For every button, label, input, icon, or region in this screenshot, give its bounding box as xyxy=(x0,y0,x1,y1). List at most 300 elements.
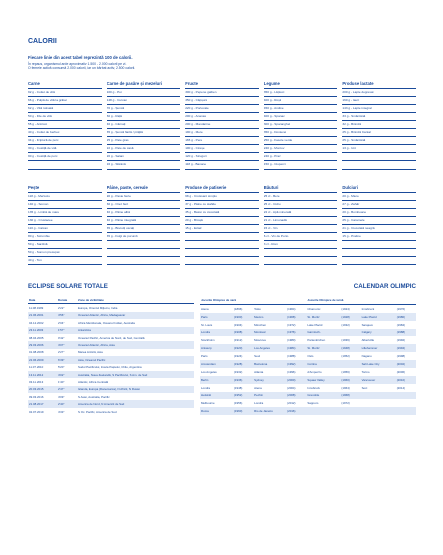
table-cell: Londra xyxy=(201,385,211,390)
table-cell xyxy=(185,249,259,257)
table-row xyxy=(28,386,194,393)
calorii-note-1: În repaus, organismul arde aproximativ 1.500 - 2.000 calorii pe zi. xyxy=(28,62,127,66)
table-cell: 300 g - Pepene galben xyxy=(185,89,259,97)
table-cell xyxy=(361,399,396,407)
table-row xyxy=(200,384,416,392)
table-cell: (1980) xyxy=(287,338,296,343)
table-cell: Soci xyxy=(361,385,368,390)
table-row xyxy=(200,352,416,360)
calorii-table-1 xyxy=(28,81,416,170)
table-cell: Innsbruck xyxy=(361,306,375,311)
table-cell: Atlantic, Africa Centrală xyxy=(78,379,109,384)
table-row xyxy=(28,312,194,319)
table-cell: (2010) xyxy=(396,376,416,384)
eclipse-title: ECLIPSE SOLARE TOTALE xyxy=(28,283,108,291)
table-cell: Europa, Orientul Mijlociu, India xyxy=(78,306,118,311)
table-cell: 4'09" xyxy=(58,394,65,399)
table-cell: 150 g - Ciuperci xyxy=(264,161,338,169)
table-cell: Londra xyxy=(254,401,264,406)
summer-header: Jocurile Olimpice de vară xyxy=(200,296,306,304)
table-cell: 240 g - Morcov xyxy=(264,145,338,153)
table-cell: (1948) xyxy=(233,385,243,390)
table-cell: Australia, Noua Zeelandă, S Pacificului, S Am. de Sud xyxy=(77,371,194,378)
table-cell: America de Nord, N Americii de Sud xyxy=(77,400,194,407)
table-cell: 250 g - Fasole verde xyxy=(264,137,338,145)
table-cell: Tokio xyxy=(254,306,261,311)
table-cell: 25 g - Smântână xyxy=(342,137,416,145)
table-cell: Berlin xyxy=(200,376,233,384)
table-cell: (1984) xyxy=(286,344,306,352)
table-cell: 27 g - Zahăr xyxy=(342,201,416,209)
table-cell: Melbourne xyxy=(201,401,215,406)
table-cell: 92 g - Cotlet de vită xyxy=(28,89,102,97)
table-cell xyxy=(396,407,416,415)
table-cell: (1952) xyxy=(341,354,350,359)
table-cell: Mexico xyxy=(253,313,286,321)
table-row xyxy=(200,329,416,337)
table-cell: 21.06.2001 xyxy=(28,312,57,319)
table-row xyxy=(200,360,416,368)
table-cell: 25 cl - Bere xyxy=(264,193,338,201)
table-cell: 90 g - Costiță de porc xyxy=(28,153,102,161)
table-cell: 200 g - Lapte degresat xyxy=(342,89,416,97)
table-cell: (1932) xyxy=(233,369,243,374)
table-cell: 09.03.2016 xyxy=(29,394,44,399)
table-cell: 2'04" xyxy=(58,320,65,325)
table-cell: (1928) xyxy=(340,313,360,321)
table-cell: (1994) xyxy=(396,344,416,352)
table-cell: Sudul Pacificului, Insula Paștelui, Chile, Argentina xyxy=(78,365,142,370)
table-cell: 1'40" xyxy=(58,379,65,384)
column-header: Pește xyxy=(28,185,102,193)
table-cell: (1960) xyxy=(340,376,360,384)
table-cell: 165 g - Pere xyxy=(185,137,259,145)
table-cell: 13 g - Unt xyxy=(342,145,416,153)
table-cell: Oceanul Atlantic, Africa, Asia xyxy=(77,341,194,348)
table-cell: 37 g - Pâine cu stafide xyxy=(185,201,259,209)
table-cell: (1980) xyxy=(396,313,416,321)
column-header: Produse de patiserie xyxy=(185,185,259,193)
table-cell: 40 g - Cotlet de berbec xyxy=(28,129,102,137)
table-row xyxy=(28,364,194,371)
olimpic-table xyxy=(200,296,416,415)
table-row xyxy=(28,334,194,341)
table-cell: 80 g - Scrumbie xyxy=(28,233,102,241)
table-cell: 1'57" xyxy=(57,327,77,334)
table-cell: 02.07.2019 xyxy=(29,409,44,414)
table-cell: (1960) xyxy=(233,407,253,415)
table-cell xyxy=(185,233,259,241)
table-cell: 30 g - Costiță de vită xyxy=(28,145,102,153)
table-cell: Innsbruck xyxy=(307,385,320,390)
table-row xyxy=(200,344,416,352)
table-cell: 2'27" xyxy=(58,350,65,355)
table-cell: 40 g - Ton xyxy=(28,257,102,265)
table-cell xyxy=(185,257,259,265)
table-cell: (1972) xyxy=(287,322,296,327)
calorii-title: CALORII xyxy=(28,38,57,45)
table-cell: 21 g - Ciocolată neagră xyxy=(342,225,416,233)
table-cell: (1900) xyxy=(233,313,253,321)
table-cell: 70 g - Șuncă xyxy=(107,105,181,113)
table-cell: Lake Placid xyxy=(307,322,323,327)
table-cell xyxy=(107,249,181,257)
table-cell xyxy=(342,161,416,169)
table-cell xyxy=(340,329,360,337)
table-cell: 25 cl - Cidru xyxy=(264,201,338,209)
table-cell: (1992) xyxy=(396,338,406,343)
table-cell: 450 g - Andive xyxy=(264,105,338,113)
table-row xyxy=(200,399,416,407)
table-cell: 6'39" xyxy=(57,356,77,363)
table-cell: Oslo xyxy=(307,354,314,359)
table-cell: Seul xyxy=(254,354,260,359)
table-cell: 34 g - Friptură de porc xyxy=(28,137,102,145)
calorii-note-2: O femeie activă consumă 2.000 calorii, iar un bărbat activ, 2.500 calorii. xyxy=(28,66,136,71)
table-cell: Roma xyxy=(200,407,233,415)
table-cell xyxy=(342,249,416,257)
table-cell: 4'56" xyxy=(57,312,77,319)
table-cell: 21.08.2017 xyxy=(28,400,57,407)
table-cell: 01.08.2008 xyxy=(29,350,44,355)
table-cell: 110 g - Calcan xyxy=(28,225,102,233)
table-cell xyxy=(340,360,360,368)
table-cell: 25 g - Caramele xyxy=(342,217,416,225)
table-cell: 11.08.1999 xyxy=(29,306,44,311)
table-cell: 40 g - Pâine albă xyxy=(107,209,181,217)
table-cell xyxy=(396,392,416,400)
table-cell: Londra xyxy=(200,329,233,337)
table-cell: 15 g - Eclair xyxy=(185,225,259,233)
table-cell: Sapporo xyxy=(307,401,319,406)
table-cell: (1912) xyxy=(233,338,243,343)
table-cell: 22 g - Pate de casă xyxy=(107,145,181,153)
table-row xyxy=(28,349,194,356)
table-cell: (1998) xyxy=(396,354,406,359)
table-cell: St. Moritz xyxy=(306,344,340,352)
table-cell xyxy=(107,257,181,265)
table-cell: St. Louis xyxy=(201,322,213,327)
table-cell: 135 g - Limbă de mare xyxy=(28,209,102,217)
table-cell: (1988) xyxy=(396,329,416,337)
table-cell: (1952) xyxy=(233,392,253,400)
table-cell: (1984) xyxy=(396,322,406,327)
table-cell: Oceanul Pacific, America de Nord, de Sud, Centrală xyxy=(78,335,145,340)
table-cell: 20 g - Salam xyxy=(107,153,181,161)
table-row xyxy=(200,407,416,415)
table-cell: München xyxy=(254,322,267,327)
table-cell: S Asiei, Australia, Pacific xyxy=(78,394,110,399)
table-cell: 400 g - Roșii xyxy=(264,97,338,105)
column-header: Fructe xyxy=(185,81,259,89)
table-cell: Calgary xyxy=(361,329,396,337)
table-cell: (1904) xyxy=(233,322,243,327)
table-cell: Salt Lake City xyxy=(361,360,396,368)
table-cell: (1996) xyxy=(287,369,296,374)
table-cell: 29.03.2006 xyxy=(28,341,57,348)
table-cell: Antwerp xyxy=(200,344,233,352)
table-cell: Sydney xyxy=(253,376,286,384)
table-cell: (1964) xyxy=(341,385,350,390)
table-row xyxy=(200,313,416,321)
table-cell: 13.11.2012 xyxy=(28,371,57,378)
table-cell: 100 g - Pui xyxy=(107,89,181,97)
table-cell: 03.11.2013 xyxy=(29,379,44,384)
table-cell: 350 g - Lăptuci xyxy=(264,89,338,97)
table-cell xyxy=(107,241,181,249)
table-cell: (1908) xyxy=(233,329,253,337)
table-cell: Atlanta xyxy=(254,369,264,374)
table-cell: 2'40" xyxy=(57,400,77,407)
table-cell: 190 g - Mere xyxy=(185,129,259,137)
table-cell: 62 g - Vită rotisată xyxy=(28,105,102,113)
eclipse-table xyxy=(28,296,194,415)
table-cell: 22 cl - Apă minerală xyxy=(264,209,338,217)
table-cell: (2004) xyxy=(287,385,296,390)
table-cell: (1928) xyxy=(233,360,253,368)
table-cell: 200 g - Ananas xyxy=(185,113,259,121)
table-row xyxy=(200,392,416,400)
table-cell: St. Moritz xyxy=(306,313,340,321)
table-row xyxy=(200,376,416,384)
table-row xyxy=(28,341,194,348)
table-cell: 2'47" xyxy=(57,386,77,393)
table-cell: 100 g - Cireșe xyxy=(185,145,259,153)
table-cell: (1956) xyxy=(233,401,243,406)
table-cell: (1964) xyxy=(287,306,296,311)
table-cell: 118 g - Banane xyxy=(185,161,259,169)
table-cell: 120 g - Struguri xyxy=(185,153,259,161)
table-cell: 220 g - Portocale xyxy=(185,105,259,113)
table-cell: Nagano xyxy=(361,354,372,359)
table-cell: Paris xyxy=(201,354,208,359)
column-header: Data xyxy=(28,296,57,304)
table-cell xyxy=(306,407,340,415)
table-cell: 20.03.2015 xyxy=(28,386,57,393)
table-cell: 40 g - Pâine integrală xyxy=(107,217,181,225)
olimpic-title: CALENDAR OLIMPIC xyxy=(353,283,416,291)
table-cell: 148 g - Curcan xyxy=(107,97,181,105)
table-cell: d'Ampezzo xyxy=(307,369,322,374)
table-cell: (1932) xyxy=(341,322,350,327)
bottom-tables xyxy=(28,296,416,415)
table-cell: 35 g - Biscuiți uscați xyxy=(107,225,181,233)
table-cell: (2002) xyxy=(396,360,416,368)
table-cell: (1976) xyxy=(396,306,406,311)
table-cell: 50 g - Somon presupat xyxy=(28,249,102,257)
table-cell: 50 g - Rață xyxy=(107,113,181,121)
table-cell: 200 g - Mandarine xyxy=(185,121,259,129)
table-cell: Amsterdam xyxy=(200,360,233,368)
table-row xyxy=(28,371,194,378)
table-cell: Cortina xyxy=(306,360,340,368)
table-cell: Squaw Valley xyxy=(306,376,340,384)
table-cell: 25 g - Brânză Cantal xyxy=(342,129,416,137)
table-cell: 90 g - Paste fierte xyxy=(107,193,181,201)
table-cell: Pechin xyxy=(253,392,286,400)
table-cell: Los Angeles xyxy=(253,344,286,352)
table-cell: 50 g - File de vită xyxy=(28,113,102,121)
table-cell: Albertville xyxy=(361,338,375,343)
table-cell: 15 g - Praline xyxy=(342,233,416,241)
table-cell: 68 g - Croissant simplu xyxy=(185,193,259,201)
table-cell xyxy=(340,407,360,415)
table-cell xyxy=(264,249,338,257)
table-cell xyxy=(342,153,416,161)
table-cell: 23.11.2003 xyxy=(28,327,57,334)
table-cell: 55 g - Antricot xyxy=(28,121,102,129)
table-cell: 300 g - Sparanghel xyxy=(264,121,338,129)
table-cell: 35 g - Fulgi de porumb xyxy=(107,233,181,241)
table-cell: 25 g - Pate gras xyxy=(107,137,181,145)
column-header: Carne xyxy=(28,81,102,89)
table-cell: Lillehammer xyxy=(361,344,396,352)
table-row xyxy=(200,321,416,329)
table-cell: 11.07.2010 xyxy=(29,365,44,370)
table-cell: 20 g - Bomboane xyxy=(342,209,416,217)
table-row xyxy=(28,319,194,326)
table-cell: Barcelona xyxy=(253,360,286,368)
table-cell: 04.12.2002 xyxy=(29,320,44,325)
column-header: Durata xyxy=(57,296,77,304)
table-cell: Asia, Oceanul Pacific xyxy=(77,356,194,363)
column-header: Dulciuri xyxy=(342,185,416,193)
table-cell: 143 g - Lapte integral xyxy=(342,105,416,113)
table-cell: 4'02" xyxy=(57,371,77,378)
table-cell: (1948) xyxy=(340,344,360,352)
table-cell: Islanda, Europa (Danemarca), N Africii, N Rusiei xyxy=(77,386,194,393)
table-cell: (1924) xyxy=(233,354,243,359)
table-cell: S Oc. Pacific, America de Sud xyxy=(78,409,117,414)
table-cell xyxy=(396,399,416,407)
page xyxy=(28,38,416,415)
table-cell: Atena xyxy=(201,306,209,311)
table-cell: 40 g - Cârnați xyxy=(107,121,181,129)
table-cell: 66 g - Pulpă de vită la grătar xyxy=(28,97,102,105)
table-cell: Moscova xyxy=(254,338,266,343)
table-cell: 5'20" xyxy=(58,365,65,370)
column-header: Legume xyxy=(264,81,338,89)
table-cell: Partenkirchen xyxy=(307,338,326,343)
table-cell xyxy=(185,241,259,249)
table-cell: (1920) xyxy=(233,344,253,352)
table-cell: 35 g - Baton cu ciocolată xyxy=(185,209,259,217)
table-cell: (1976) xyxy=(286,329,306,337)
table-cell: 6 cl - Vin de Porto xyxy=(264,233,338,241)
table-cell: Antarctica xyxy=(77,327,194,334)
table-cell: (2016) xyxy=(286,407,306,415)
table-cell: (2008) xyxy=(286,392,306,400)
column-header: Produse lactate xyxy=(342,81,416,89)
table-cell: (1968) xyxy=(286,313,306,321)
table-cell: 240 g - Praz xyxy=(264,153,338,161)
table-cell: 20 g - Miere xyxy=(342,193,416,201)
winter-header: Jocurile Olimpice de iarnă xyxy=(306,296,416,304)
table-cell: Garmisch- xyxy=(306,329,340,337)
table-cell: 32 g - Brânză xyxy=(342,121,416,129)
table-cell: (1988) xyxy=(287,354,296,359)
table-row xyxy=(28,327,194,334)
table-cell: 4'33" xyxy=(58,409,65,414)
table-cell: Africa Meridionala, Oceanul Indian, Australia xyxy=(78,320,135,325)
table-row xyxy=(28,408,194,415)
table-cell: (1936) xyxy=(233,376,253,384)
table-cell xyxy=(28,161,102,169)
table-row xyxy=(200,336,416,344)
table-cell: Montreal xyxy=(253,329,286,337)
table-cell: Los Angeles xyxy=(201,369,217,374)
table-cell: Chamonix xyxy=(307,306,321,311)
table-row xyxy=(200,368,416,376)
table-cell: (1956) xyxy=(341,369,350,374)
table-cell: (1968) xyxy=(340,392,360,400)
table-cell: Helsinki xyxy=(200,392,233,400)
table-cell: 350 g - Căpșuni xyxy=(185,97,259,105)
table-cell: Sarajevo xyxy=(361,322,374,327)
table-cell: (1896) xyxy=(233,306,243,311)
table-cell xyxy=(361,407,396,415)
table-row xyxy=(28,356,194,363)
column-header: Pâine, paste, cereale xyxy=(107,185,181,193)
table-cell: 400 g - Spanac xyxy=(264,113,338,121)
table-row xyxy=(28,400,194,407)
table-cell xyxy=(361,392,396,400)
table-cell: (1972) xyxy=(341,401,350,406)
table-cell: (1992) xyxy=(286,360,306,368)
table-cell: Stockholm xyxy=(201,338,215,343)
table-cell xyxy=(342,241,416,249)
table-cell: 3 cl - Rom xyxy=(264,241,338,249)
table-cell xyxy=(342,257,416,265)
table-cell: Paris xyxy=(200,313,233,321)
table-cell: Grenoble xyxy=(306,392,340,400)
table-cell: Vancouver xyxy=(361,376,396,384)
table-row xyxy=(28,393,194,400)
table-cell: 0'42" xyxy=(58,335,65,340)
table-cell: (2006) xyxy=(396,369,406,374)
table-cell: 130 g - Crustacee xyxy=(28,217,102,225)
table-cell: 118 g - Merluciu xyxy=(28,193,102,201)
table-row xyxy=(28,378,194,385)
table-cell: 08.04.2005 xyxy=(29,335,44,340)
table-cell xyxy=(264,257,338,265)
table-cell: Oceanul Atlantic, Africa, Madagascar xyxy=(77,312,194,319)
table-cell: Lake Placid xyxy=(361,313,396,321)
table-cell: (1936) xyxy=(341,338,350,343)
table-cell: 60 g - Orez fiert xyxy=(107,201,181,209)
table-cell: (1924) xyxy=(341,306,350,311)
table-cell: 160 g - Iaurt xyxy=(342,97,416,105)
calorii-subtitle: Fiecare linie din acest tabel reprezintă 100 de calorii. xyxy=(28,55,133,60)
table-cell: 22.06.2009 xyxy=(28,356,57,363)
bottom-titles xyxy=(28,283,416,290)
table-row xyxy=(28,304,194,312)
table-row xyxy=(200,304,416,312)
column-header: Zone de vizibilitate xyxy=(77,296,194,304)
table-cell: 350 g - Dovlecei xyxy=(264,129,338,137)
table-cell: (2000) xyxy=(286,376,306,384)
table-cell: Torino xyxy=(361,369,370,374)
table-cell: 50 g - Sardină xyxy=(28,241,102,249)
table-cell: 16 g - Slănină xyxy=(107,161,181,169)
table-cell: (2014) xyxy=(396,385,406,390)
column-header: Băuturi xyxy=(264,185,338,193)
table-cell: 4'07" xyxy=(57,341,77,348)
table-cell: 15 cl - Vin xyxy=(264,225,338,233)
table-cell: 20 g - Brioșă xyxy=(185,217,259,225)
table-cell: 140 g - Somon xyxy=(28,201,102,209)
column-header: Carne de pasăre și mezeluri xyxy=(107,81,181,89)
